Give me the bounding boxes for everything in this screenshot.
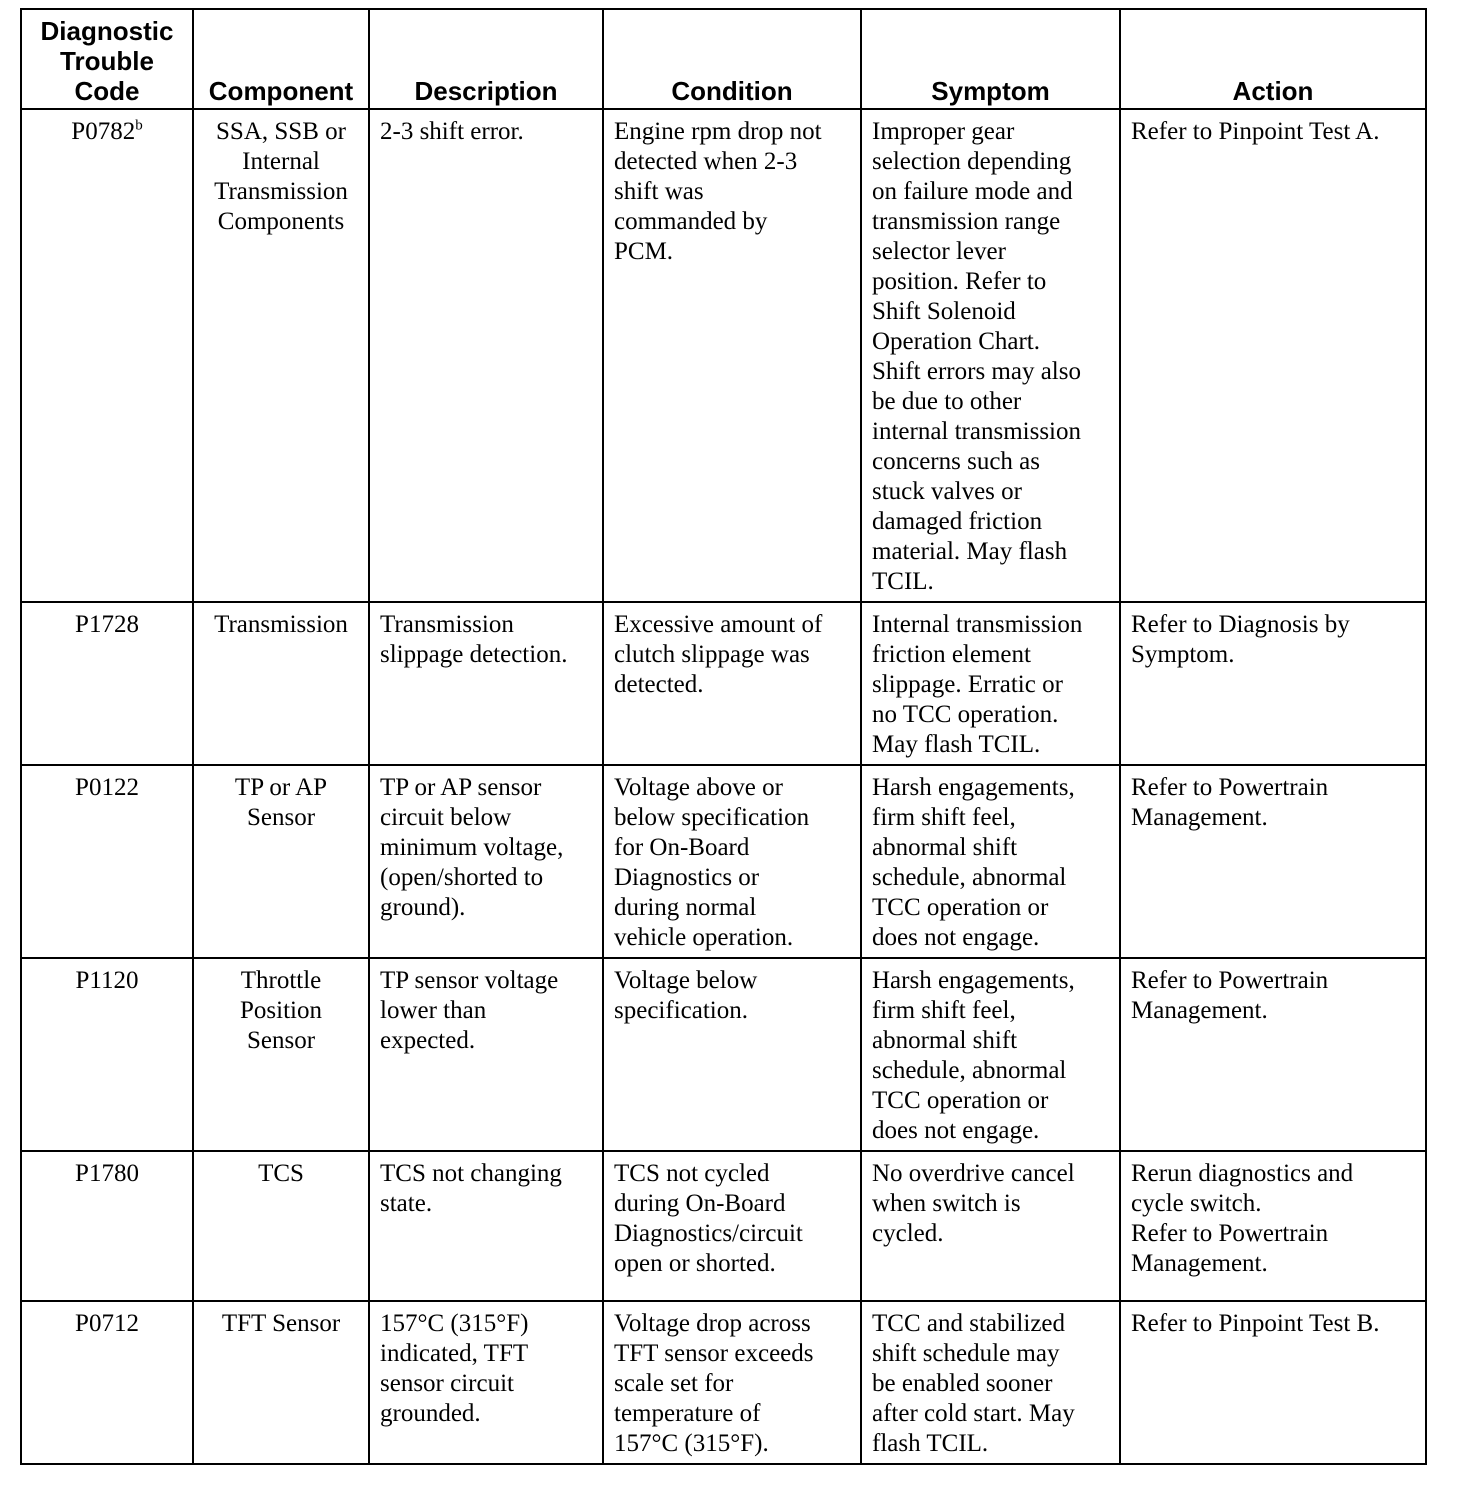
condition-cell: Engine rpm drop not detected when 2-3 shift was commanded by PCM. — [603, 109, 861, 602]
condition-cell: Voltage drop across TFT sensor exceeds scale set for temperature of 157°C (315°F). — [603, 1301, 861, 1464]
action-cell: Refer to Pinpoint Test B. — [1120, 1301, 1426, 1464]
component-cell: SSA, SSB or Internal Transmission Components — [193, 109, 369, 602]
component-cell: Throttle Position Sensor — [193, 958, 369, 1151]
code-footnote: b — [135, 117, 143, 134]
action-cell: Refer to Powertrain Management. — [1120, 958, 1426, 1151]
table-row — [21, 1151, 1426, 1301]
code-cell: P1728 — [21, 602, 193, 765]
table-row — [21, 1301, 1426, 1464]
description-cell: 157°C (315°F) indicated, TFT sensor circuit grounded. — [369, 1301, 603, 1464]
symptom-cell: No overdrive cancel when switch is cycled. — [861, 1151, 1120, 1301]
description-cell: 2-3 shift error. — [369, 109, 603, 602]
component-cell: Transmission — [193, 602, 369, 765]
dtc-table — [20, 8, 1427, 1465]
header-description: Description — [369, 9, 603, 109]
code-cell: P1120 — [21, 958, 193, 1151]
header-component: Component — [193, 9, 369, 109]
symptom-cell: Harsh engagements, firm shift feel, abnormal shift schedule, abnormal TCC operation or does not engage. — [861, 765, 1120, 958]
table-row — [21, 109, 1426, 602]
code-text: P0782 — [71, 118, 136, 145]
component-cell: TCS — [193, 1151, 369, 1301]
action-cell: Rerun diagnostics and cycle switch. Refer to Powertrain Management. — [1120, 1151, 1426, 1301]
header-symptom: Symptom — [861, 9, 1120, 109]
table-row — [21, 958, 1426, 1151]
description-cell: TP or AP sensor circuit below minimum voltage, (open/shorted to ground). — [369, 765, 603, 958]
code-cell: P0712 — [21, 1301, 193, 1464]
description-cell: Transmission slippage detection. — [369, 602, 603, 765]
action-cell: Refer to Powertrain Management. — [1120, 765, 1426, 958]
condition-cell: TCS not cycled during On-Board Diagnostics/circuit open or shorted. — [603, 1151, 861, 1301]
code-cell — [21, 109, 193, 602]
header-action: Action — [1120, 9, 1426, 109]
action-cell: Refer to Pinpoint Test A. — [1120, 109, 1426, 602]
table-row — [21, 765, 1426, 958]
symptom-cell: Internal transmission friction element slippage. Erratic or no TCC operation. May flash TCIL. — [861, 602, 1120, 765]
action-cell: Refer to Diagnosis by Symptom. — [1120, 602, 1426, 765]
table-row — [21, 602, 1426, 765]
code-cell: P1780 — [21, 1151, 193, 1301]
header-code: Diagnostic Trouble Code — [21, 9, 193, 109]
code-cell: P0122 — [21, 765, 193, 958]
symptom-cell: Harsh engagements, firm shift feel, abnormal shift schedule, abnormal TCC operation or does not engage. — [861, 958, 1120, 1151]
header-condition: Condition — [603, 9, 861, 109]
symptom-cell: TCC and stabilized shift schedule may be enabled sooner after cold start. May flash TCIL. — [861, 1301, 1120, 1464]
header-row — [21, 9, 1426, 109]
component-cell: TFT Sensor — [193, 1301, 369, 1464]
condition-cell: Voltage below specification. — [603, 958, 861, 1151]
symptom-cell: Improper gear selection depending on failure mode and transmission range selector lever position. Refer to Shift Solenoid Operation Chart. Shift errors may also be due to other internal transmission concerns such as stuck valves or damaged friction material. May flash TCIL. — [861, 109, 1120, 602]
condition-cell: Voltage above or below specification for On-Board Diagnostics or during normal vehicle operation. — [603, 765, 861, 958]
description-cell: TCS not changing state. — [369, 1151, 603, 1301]
component-cell: TP or AP Sensor — [193, 765, 369, 958]
condition-cell: Excessive amount of clutch slippage was detected. — [603, 602, 861, 765]
description-cell: TP sensor voltage lower than expected. — [369, 958, 603, 1151]
